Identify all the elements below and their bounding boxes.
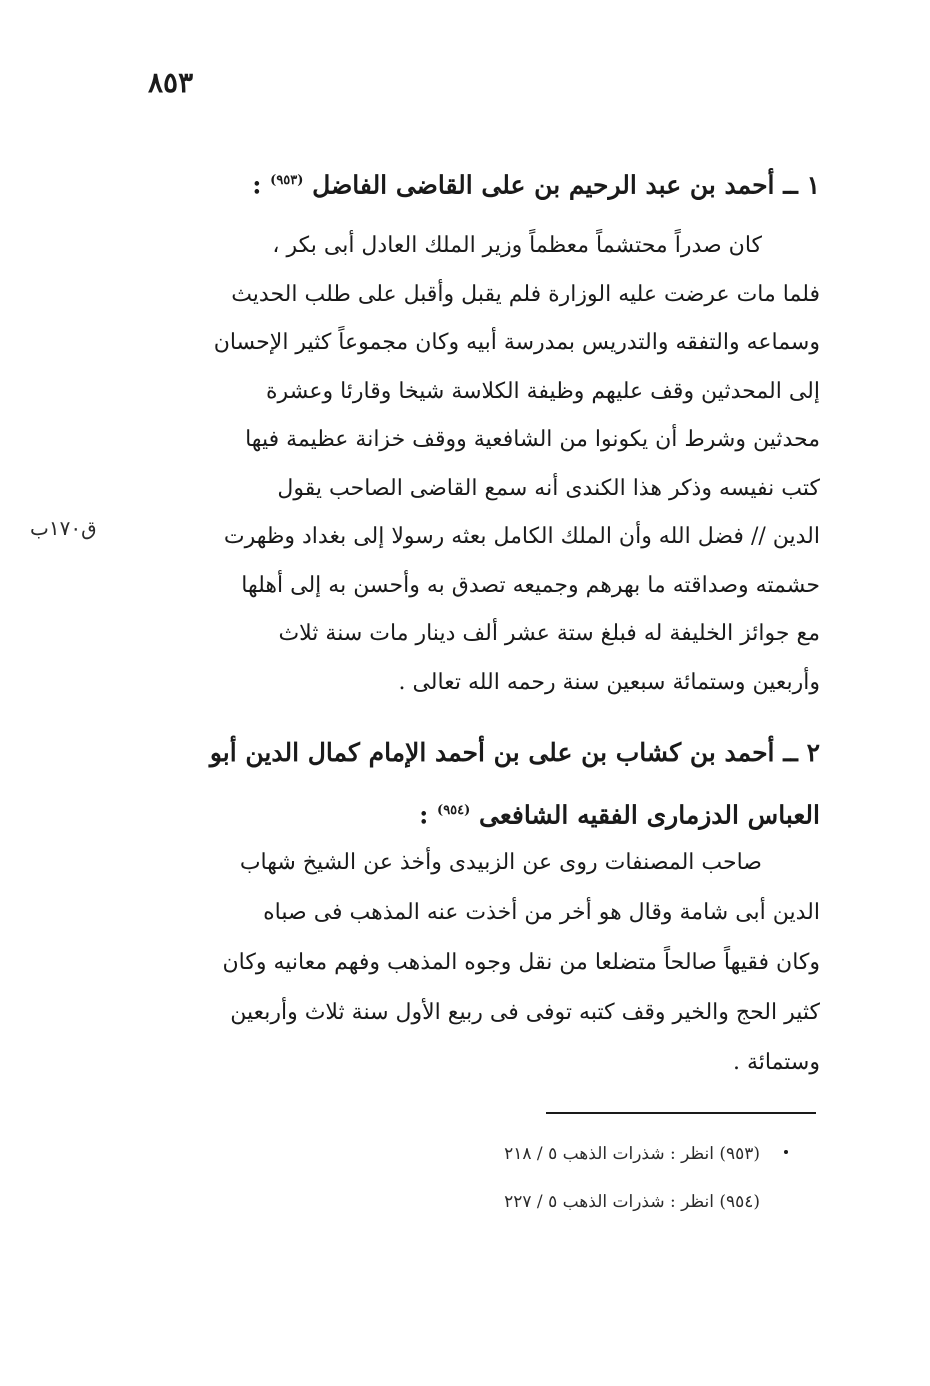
entry-1-title: ١ ــ أحمد بن عبد الرحيم بن على القاضى الفاضل bbox=[312, 170, 820, 200]
entry-1-line: محدثين وشرط أن يكونوا من الشافعية ووقف خزانة عظيمة فيها bbox=[245, 427, 820, 452]
entry-1-line: كان صدراً محتشماً معظماً وزير الملك العادل أبى بكر ، bbox=[272, 233, 762, 258]
entry-1-line: وأربعين وستمائة سبعين سنة رحمه الله تعالى . bbox=[398, 669, 820, 695]
entry-2-line: كثير الحج والخير وقف كتبه توفى فى ربيع الأول سنة ثلاث وأربعين bbox=[230, 1000, 820, 1025]
entry-2-note-ref: (٩٥٤) bbox=[437, 803, 471, 818]
entry-1-line: حشمته وصداقته ما بهرهم وجميعه تصدق به وأحسن به إلى أهلها bbox=[241, 572, 820, 598]
entry-1-text bbox=[160, 222, 820, 707]
entry-1-line: مع جوائز الخليفة له فبلغ ستة عشر ألف دينار مات سنة ثلاث bbox=[278, 621, 820, 646]
entry-1-line: فلما مات عرضت عليه الوزارة فلم يقبل وأقبل على طلب الحديث bbox=[231, 281, 820, 307]
entry-2-heading bbox=[140, 724, 820, 844]
entry-1-line: إلى المحدثين وقف عليهم وظيفة الكلاسة شيخا وقارئا وعشرة bbox=[266, 378, 820, 404]
entry-1-heading bbox=[120, 152, 820, 214]
footnote-mark bbox=[784, 1150, 788, 1154]
entry-1-note-ref: (٩٥٣) bbox=[270, 173, 304, 188]
entry-2-line: وستمائة . bbox=[732, 1050, 820, 1075]
footnote-divider bbox=[546, 1112, 816, 1114]
entry-2-line: وكان فقيهاً صالحاً متضلعا من نقل وجوه المذهب وفهم معانيه وكان bbox=[222, 950, 820, 975]
entry-1-line: كتب نفيسه وذكر هذا الكندى أنه سمع القاضى الصاحب يقول bbox=[277, 475, 820, 501]
footnote-954: (٩٥٤) انظر : شذرات الذهب ٥ / ٢٢٧ bbox=[504, 1192, 760, 1212]
entry-1-line: وسماعه والتفقه والتدريس بمدرسة أبيه وكان مجموعاً كثير الإحسان bbox=[213, 330, 820, 355]
margin-note: ق١٧٠ب bbox=[30, 516, 97, 540]
entry-2-line: الدين أبى شامة وقال هو أخر من أخذت عنه المذهب فى صباه bbox=[263, 900, 820, 925]
entry-2-colon: : bbox=[419, 800, 429, 830]
entry-2-text bbox=[130, 838, 820, 1088]
footnote-953: (٩٥٣) انظر : شذرات الذهب ٥ / ٢١٨ bbox=[504, 1144, 760, 1164]
entry-1-line: الدين // فضل الله وأن الملك الكامل بعثه رسولا إلى بغداد وظهرت bbox=[223, 524, 820, 549]
entry-1-colon: : bbox=[252, 170, 262, 200]
entry-2-line: صاحب المصنفات روى عن الزبيدى وأخذ عن الشيخ شهاب bbox=[239, 850, 762, 875]
page-number: ٨٥٣ bbox=[148, 66, 194, 99]
entry-2-title: ٢ ــ أحمد بن كشاب بن على بن أحمد الإمام كمال الدين أبو العباس الدزمارى الفقيه الشافعى bbox=[209, 738, 820, 830]
